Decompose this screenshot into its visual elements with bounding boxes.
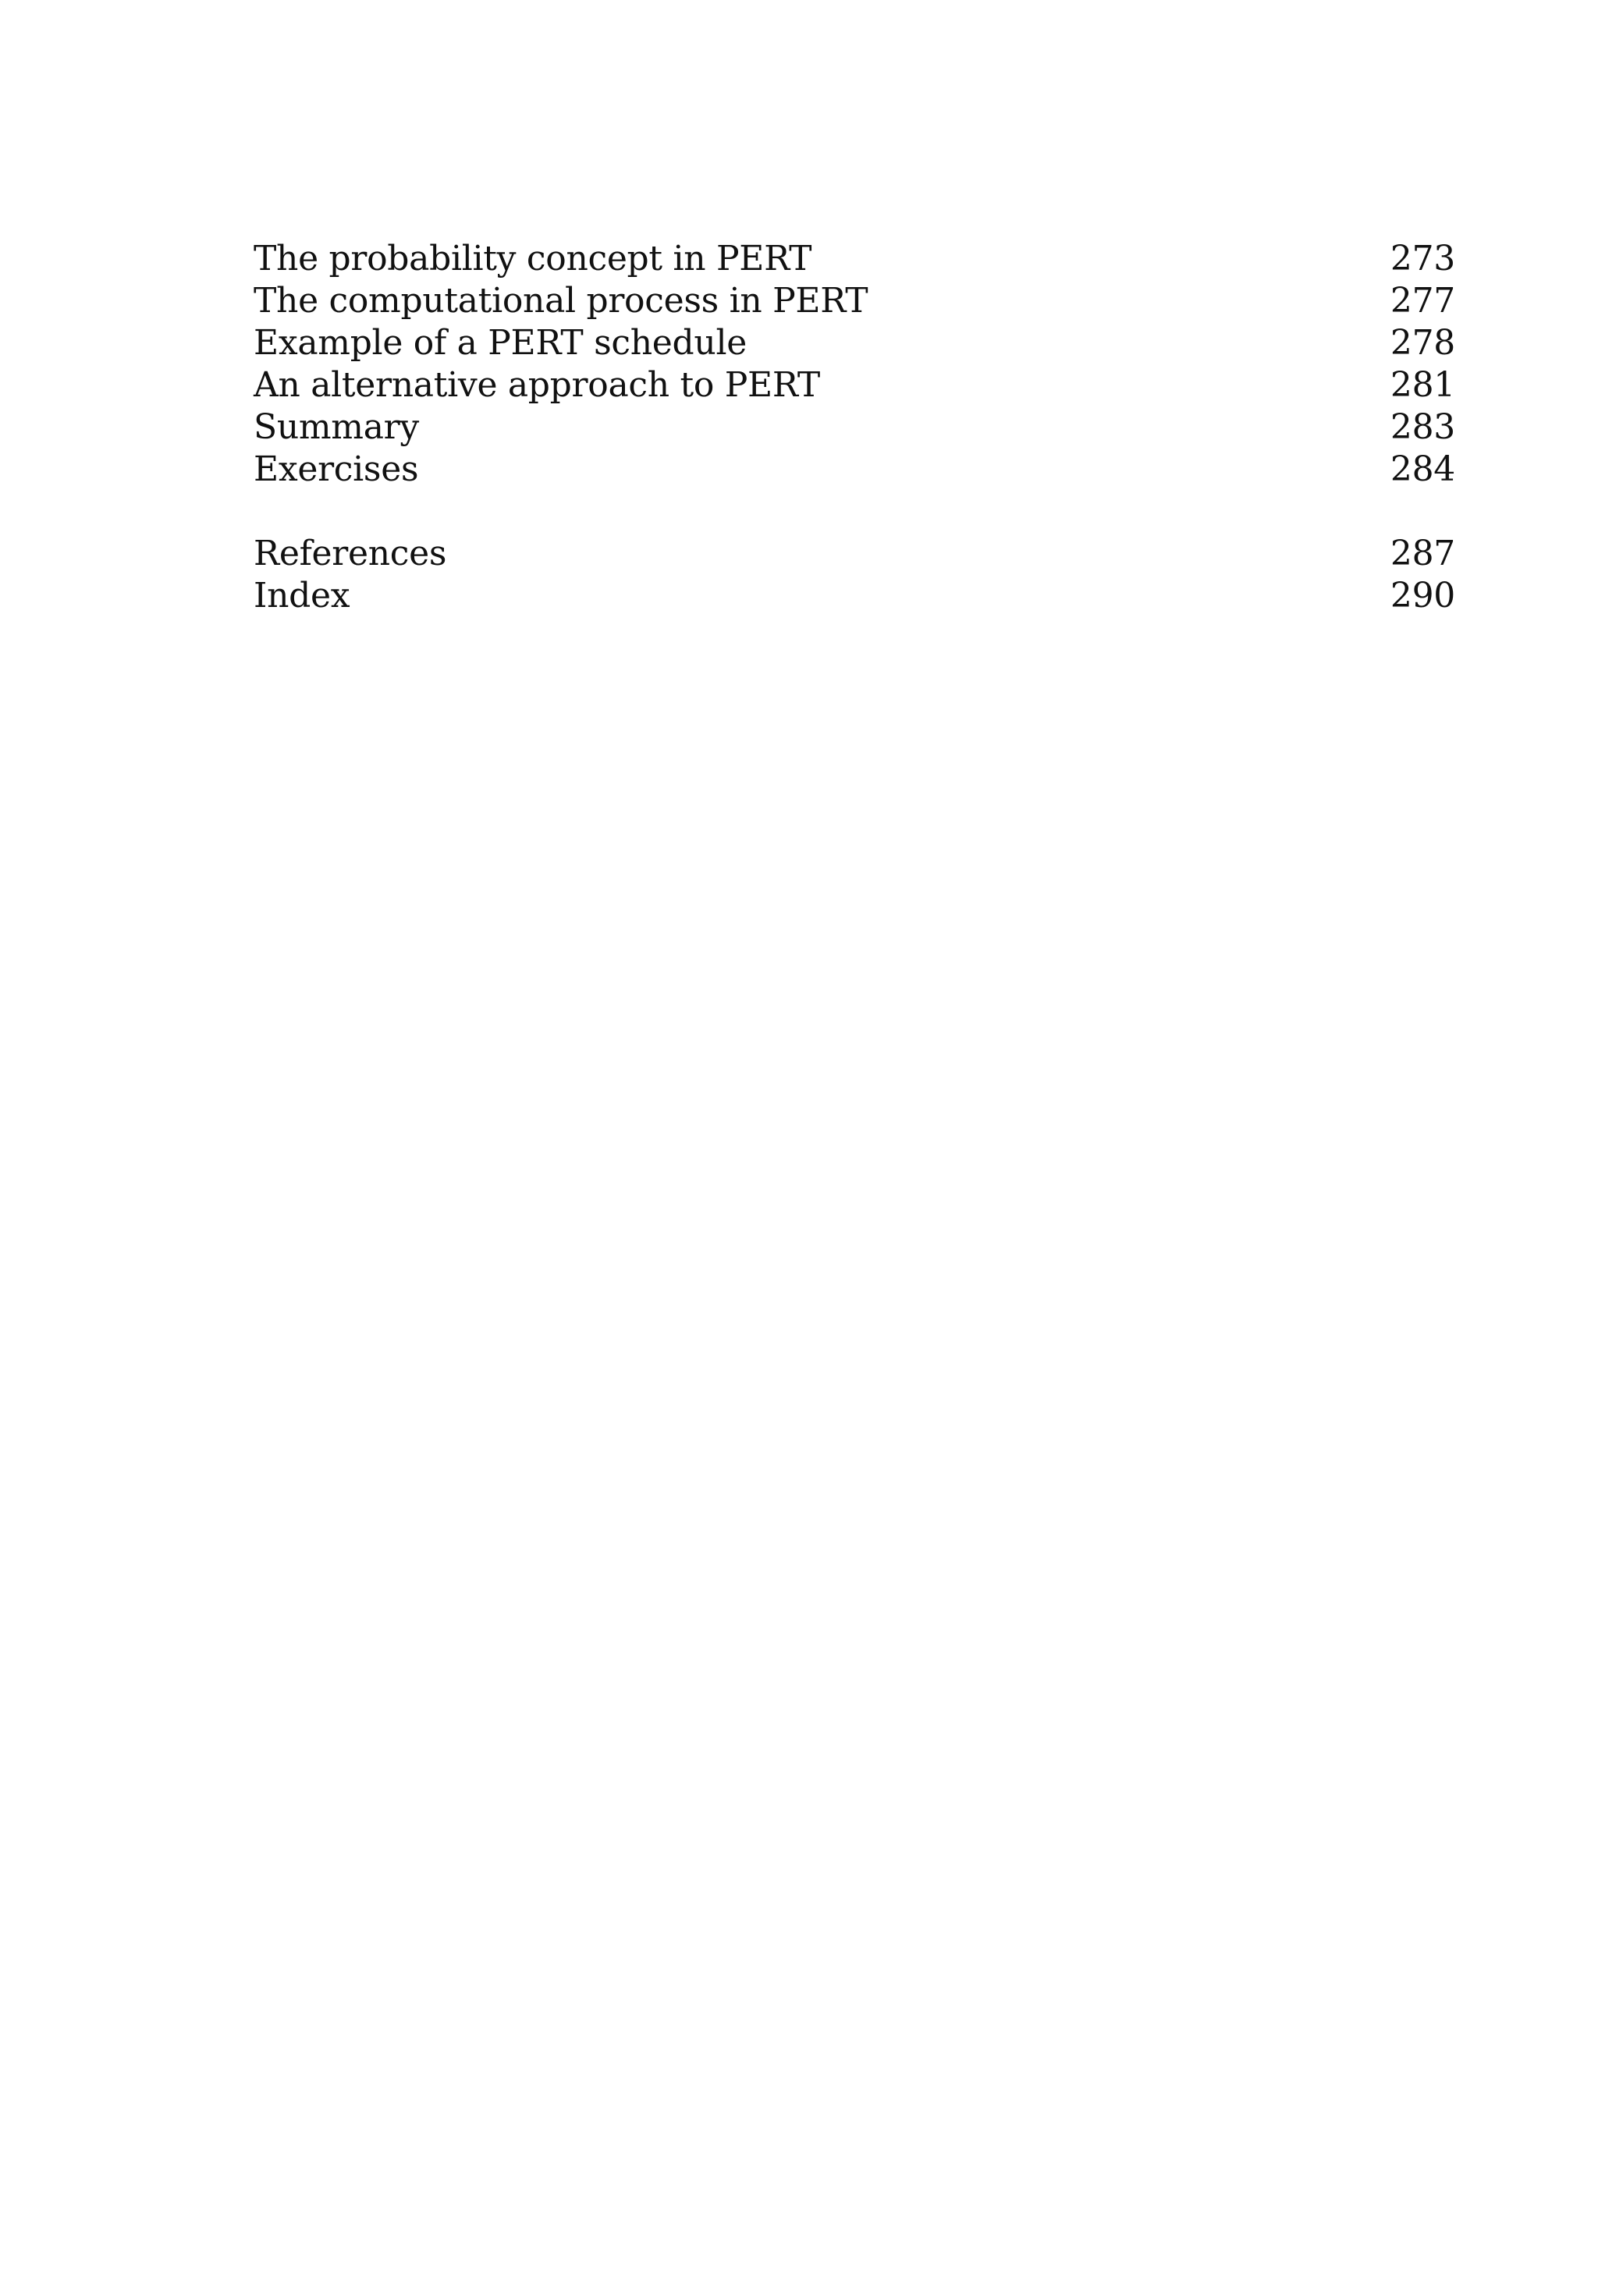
toc-entry-page: 283: [1390, 407, 1455, 447]
toc-entry-page: 281: [1390, 365, 1455, 405]
toc-entry-title: An alternative approach to PERT: [254, 365, 820, 405]
toc-section-chapter-entries: [254, 238, 1455, 491]
toc-entry-title: Summary: [254, 407, 419, 447]
toc-entry-title: Index: [254, 576, 350, 616]
toc-entry-title: The probability concept in PERT: [254, 239, 812, 279]
toc-entry: [254, 280, 1455, 322]
toc-entry-title: References: [254, 534, 447, 573]
toc-entry-page: 284: [1390, 449, 1455, 489]
toc-entry: [254, 322, 1455, 364]
toc-entry: [254, 406, 1455, 449]
toc-entry-page: 287: [1390, 534, 1455, 573]
toc-entry-page: 278: [1390, 323, 1455, 363]
toc-entry: [254, 533, 1455, 575]
toc-entry-title: The computational process in PERT: [254, 281, 868, 321]
toc-entry: [254, 449, 1455, 491]
toc-entry: [254, 238, 1455, 280]
toc-section-back-matter: [254, 533, 1455, 617]
toc-entry-page: 277: [1390, 281, 1455, 321]
table-of-contents: [254, 238, 1455, 617]
toc-entry-page: 273: [1390, 239, 1455, 279]
toc-entry-page: 290: [1390, 576, 1455, 616]
toc-entry: [254, 575, 1455, 617]
toc-entry: [254, 364, 1455, 406]
toc-entry-title: Exercises: [254, 449, 419, 489]
toc-entry-title: Example of a PERT schedule: [254, 323, 747, 363]
